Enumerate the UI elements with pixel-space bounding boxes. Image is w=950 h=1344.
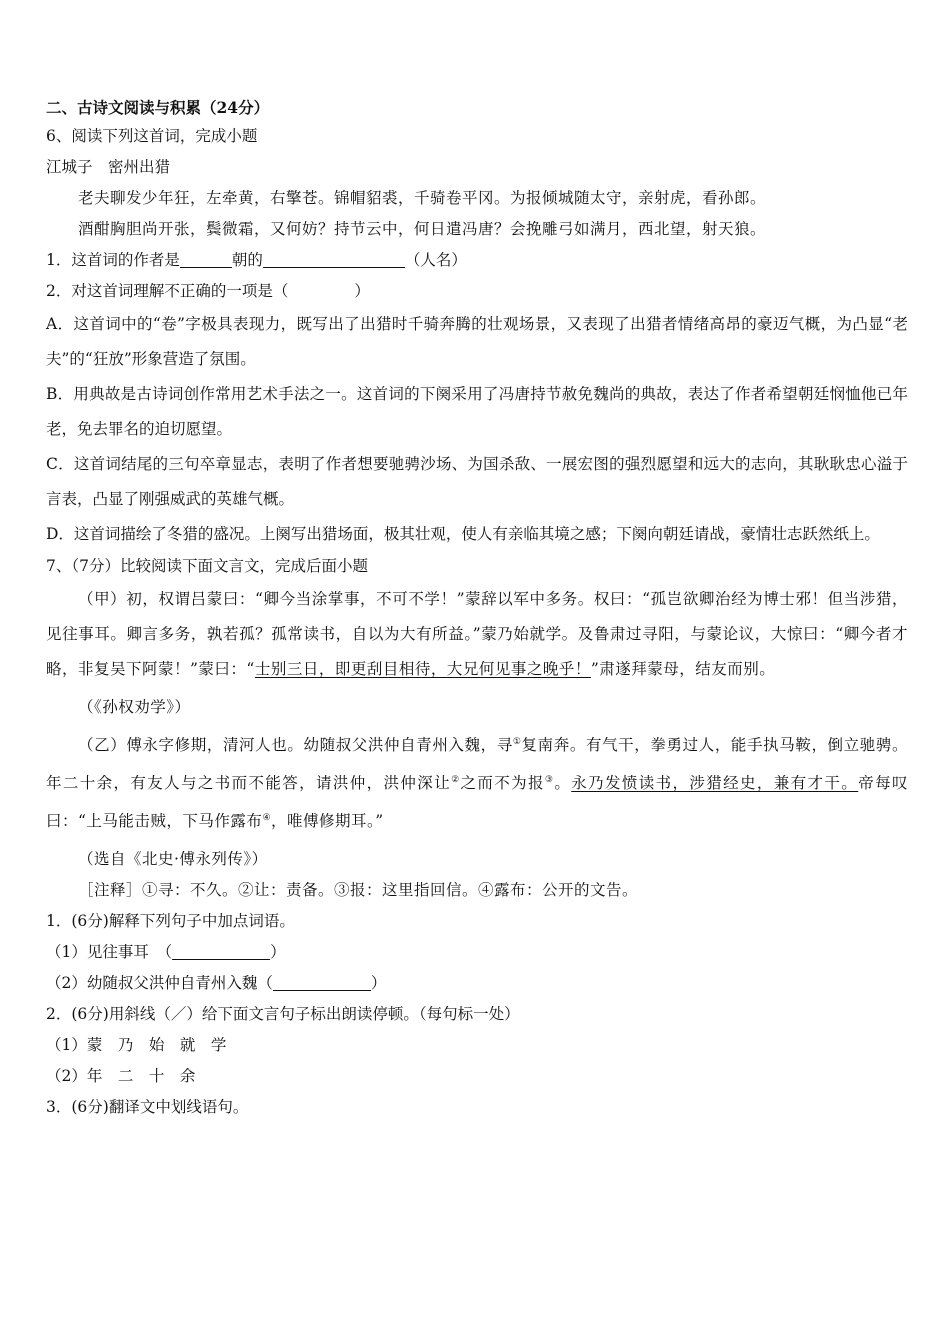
passage-yi-text-b: 复南奔。有气干，拳勇过人，能手执马鞍，倒立驰骋。年二十余，有友人与之书而不能答，请洪仲，洪仲深让 (46, 736, 908, 793)
note-marker-2: ② (451, 775, 461, 786)
q6-sub1 (46, 248, 908, 272)
annotation-notes: ［注释］①寻：不久。②让：责备。③报：这里指回信。④露布：公开的文告。 (78, 881, 639, 900)
q7-sub1-item1 (46, 940, 908, 964)
q7-sub1-item1-text: （1）见往事耳 （ (46, 943, 173, 962)
passage-yi (46, 725, 908, 839)
q7-sub2-item1: （1）蒙 乃 始 就 学 (46, 1036, 227, 1055)
note-marker-1: ① (512, 737, 522, 747)
q7-sub3: 3．(6分)翻译文中划线语句。 (46, 1098, 249, 1117)
answer-blank-author[interactable] (263, 251, 405, 268)
q6-title: 6、阅读下列这首词，完成小题 (46, 127, 258, 145)
option-b: B．用典故是古诗词创作常用艺术手法之一。这首词的下阕采用了冯唐持节赦免魏尚的典故，表达了作者希望朝廷悯恤他已年老，免去罪名的迫切愿望。 (46, 385, 908, 438)
passage-yi-text-a: （乙）傅永字修期，清河人也。幼随叔父洪仲自青州入魏，寻 (78, 736, 513, 755)
note-marker-3: ③ (544, 775, 555, 786)
document-page (46, 96, 908, 1119)
q6-sub2-end: ） (354, 282, 370, 300)
q7-sub1-item1-end: ） (270, 943, 286, 962)
passage-yi-source: （选自《北史·傅永列传》） (78, 850, 268, 869)
q6-sub1-text-c: （人名） (404, 251, 467, 269)
passage-yi-text-c: 之而不为报 (460, 774, 545, 793)
poem-line-1: 老夫聊发少年狂，左牵黄，右擎苍。锦帽貂裘，千骑卷平冈。为报倾城随太守，亲射虎，看孙郎。 (78, 189, 767, 207)
passage-jia-source: （《孙权劝学》） (78, 698, 191, 716)
option-d: D．这首词描绘了冬猎的盛况。上阕写出猎场面，极其壮观，使人有亲临其境之感；下阕向朝廷请战，豪情壮志跃然纸上。 (46, 525, 880, 543)
q6-sub2 (46, 279, 908, 303)
answer-blank-1[interactable] (172, 943, 270, 960)
passage-yi-underlined: 永乃发愤读书，涉猎经史，兼有才干。 (571, 774, 859, 793)
q7-sub1-item2-text: （2）幼随叔父洪仲自青州入魏（ (46, 974, 273, 993)
passage-jia (46, 582, 908, 687)
passage-yi-text-f: ，唯傅修期耳。” (271, 812, 384, 831)
answer-blank-dynasty[interactable] (180, 251, 232, 268)
passage-yi-text-e: 帝每叹曰：“上马能击贼，下马作露布 (46, 774, 908, 831)
q7-sub2-item2: （2）年 二 十 余 (46, 1067, 196, 1086)
note-marker-4: ④ (262, 813, 272, 824)
q7-sub1-item2-end: ） (370, 974, 387, 993)
poem-title: 江城子 密州出猎 (46, 158, 171, 176)
passage-yi-text-d: 。 (554, 774, 572, 793)
q7-sub1-item2 (46, 971, 908, 995)
poem-line-2: 酒酣胸胆尚开张，鬓微霜，又何妨？持节云中，何日遣冯唐？会挽雕弓如满月，西北望，射天狼。 (78, 220, 767, 238)
q7-sub1: 1．(6分)解释下列句子中加点词语。 (46, 912, 295, 931)
section-title: 二、古诗文阅读与积累（24分） (46, 98, 270, 117)
q6-sub1-text-b: 朝的 (231, 251, 263, 269)
q7-title: 7、（7分）比较阅读下面文言文，完成后面小题 (46, 557, 368, 575)
option-a: A．这首词中的“卷”字极具表现力，既写出了出猎时千骑奔腾的壮观场景，又表现了出猎者情绪高昂的豪迈气概，为凸显“老夫”的“狂放”形象营造了氛围。 (46, 315, 908, 368)
passage-jia-text: （甲）初，权谓吕蒙曰：“卿今当涂掌事，不可不学！”蒙辞以军中多务。权曰：“孤岂欲卿治经为博士邪！但当涉猎，见往事耳。卿言多务，孰若孤？孤常读书，自以为大有所益。”蒙乃始就学。及鲁肃过寻阳，与蒙论议，大惊曰：“卿今者才略，非复吴下阿蒙！”蒙曰：“ (46, 590, 908, 678)
option-c: C．这首词结尾的三句卒章显志，表明了作者想要驰骋沙场、为国杀敌、一展宏图的强烈愿望和远大的志向，其耿耿忠心溢于言表，凸显了刚强威武的英雄气概。 (46, 455, 908, 508)
q6-sub1-text-a: 1．这首词的作者是 (46, 251, 180, 269)
passage-jia-underlined: 士别三日，即更刮目相待，大兄何见事之晚乎！ (254, 660, 591, 678)
q6-sub2-text: 2．对这首词理解不正确的一项是（ (46, 282, 289, 300)
answer-blank-2[interactable] (273, 974, 371, 991)
q7-sub2: 2．(6分)用斜线（／）给下面文言句子标出朗读停顿。（每句标一处） (46, 1005, 520, 1024)
passage-jia-end: ”肃遂拜蒙母，结友而别。 (590, 660, 776, 678)
